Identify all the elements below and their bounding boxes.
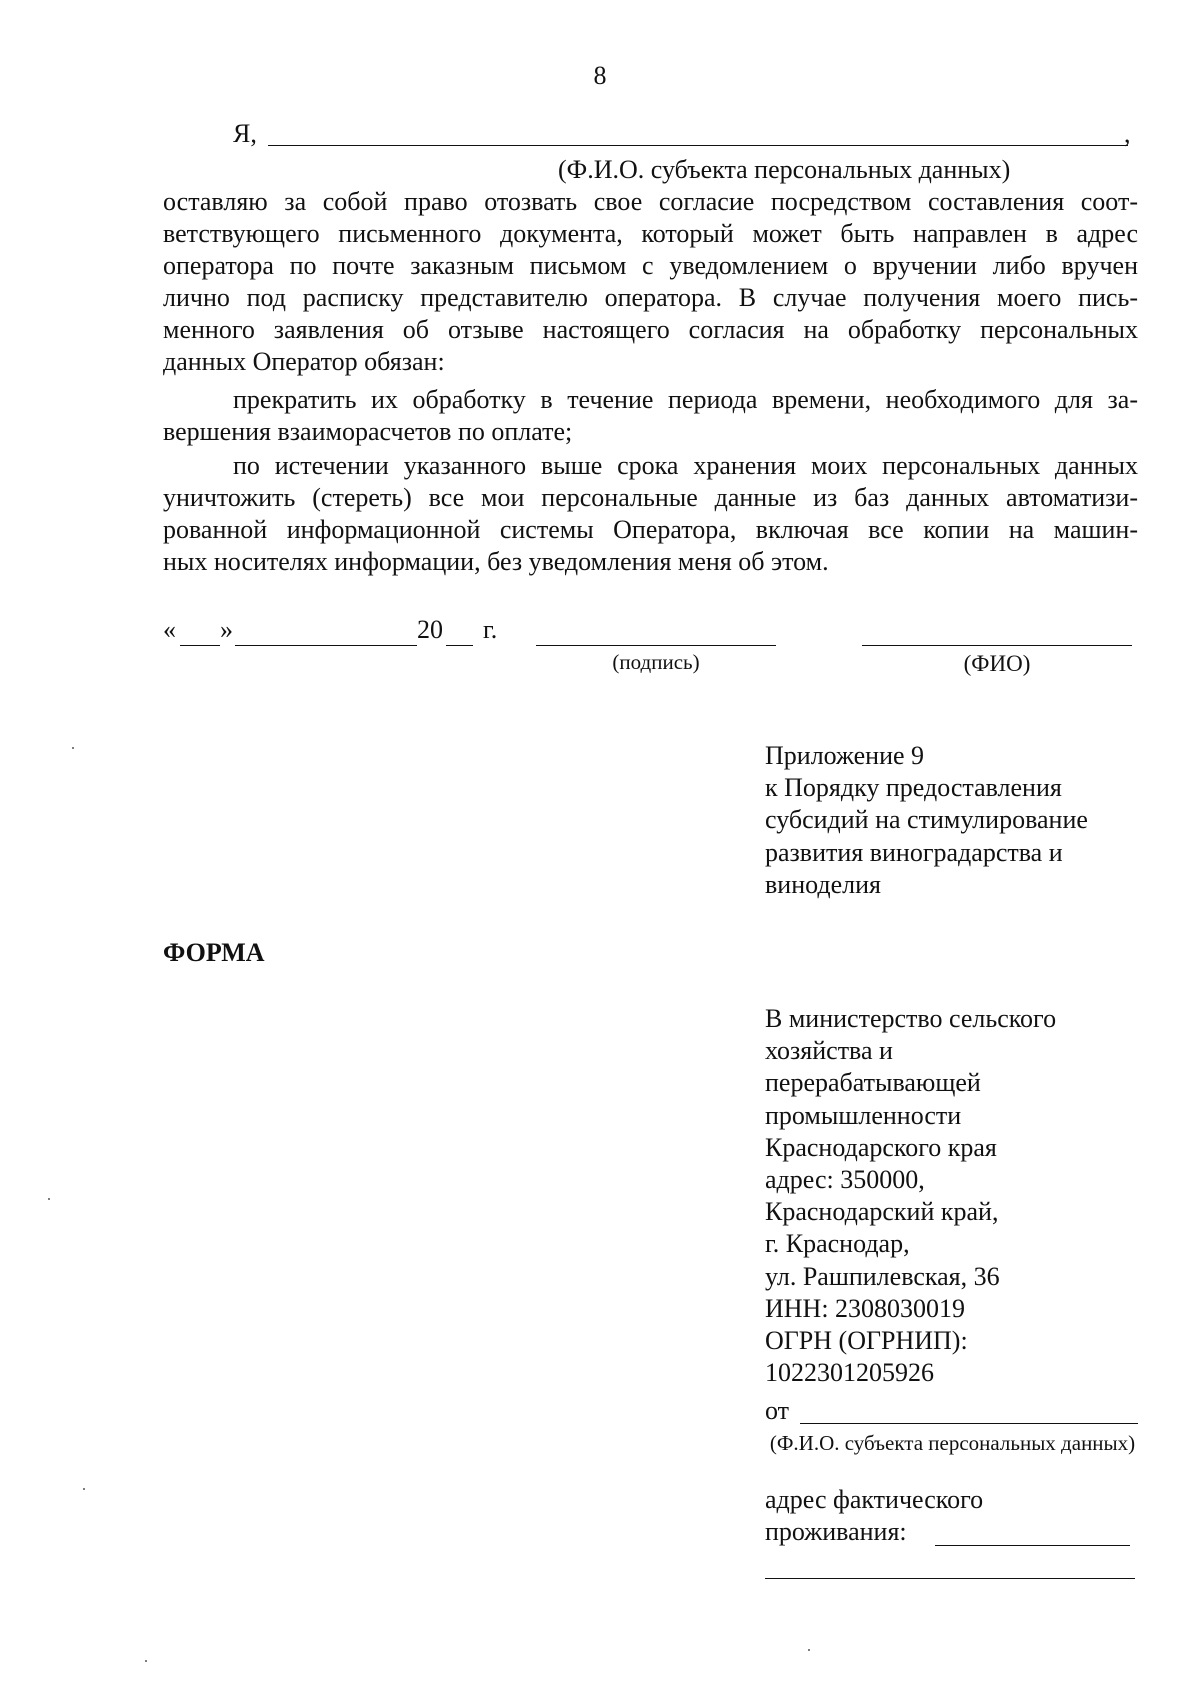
recipient-line: адрес: 350000,	[765, 1164, 925, 1194]
paragraph-line: прекратить их обработку в течение периода времени, необходимого для за-	[233, 385, 1138, 414]
subject-name-fill-line	[268, 145, 1128, 146]
consent-paragraph-stop-processing	[163, 384, 1138, 448]
paragraph-line: вершения взаиморасчетов по оплате;	[163, 417, 573, 446]
paragraph-line: менного заявления об отзыве настоящего согласия на обработку персональных	[163, 315, 1138, 344]
paragraph-line: ветствующего письменного документа, который может быть направлен в адрес	[163, 219, 1138, 248]
form-title: ФОРМА	[163, 938, 265, 967]
date-quote-close: »	[220, 615, 233, 644]
recipient-line: промышленности	[765, 1100, 962, 1130]
scan-speck	[808, 1649, 810, 1651]
scan-speck	[145, 1660, 147, 1662]
date-month-fill-line	[235, 645, 417, 646]
scan-speck	[48, 1198, 50, 1200]
fio-caption: (ФИО)	[963, 651, 1031, 676]
recipient-line: ул. Рашпилевская, 36	[765, 1261, 1000, 1291]
sender-name-caption: (Ф.И.О. субъекта персональных данных)	[769, 1431, 1136, 1455]
date-year-prefix: 20	[417, 615, 443, 644]
recipient-line: ОГРН (ОГРНИП):	[765, 1325, 968, 1355]
consent-ya-comma: ,	[1124, 119, 1131, 148]
scan-speck	[83, 1488, 85, 1490]
recipient-line: Краснодарский край,	[765, 1197, 999, 1227]
paragraph-line: данных Оператор обязан:	[163, 347, 445, 376]
scan-speck	[72, 747, 74, 749]
subject-name-caption: (Ф.И.О. субъекта персональных данных)	[558, 155, 1011, 184]
consent-paragraph-destroy-data	[163, 450, 1138, 578]
date-year-fill-line	[446, 645, 473, 646]
sender-address-label: адрес фактического	[765, 1485, 984, 1514]
appendix-line: развития виноградарства и	[765, 837, 1063, 867]
page-number: 8	[593, 61, 607, 90]
appendix-line: виноделия	[765, 869, 881, 899]
recipient-line: г. Краснодар,	[765, 1229, 910, 1259]
recipient-line: Краснодарского края	[765, 1132, 997, 1162]
paragraph-line: рованной информационной системы Оператора, включая все копии на машин-	[163, 515, 1138, 544]
recipient-line: перерабатывающей	[765, 1068, 981, 1098]
sender-address-fill-line-2	[765, 1578, 1135, 1579]
appendix-line: субсидий на стимулирование	[765, 805, 1088, 835]
paragraph-line: оставляю за собой право отозвать свое согласие посредством составления соот-	[163, 187, 1138, 216]
date-quote-open: «	[163, 615, 176, 644]
recipient-line: ИНН: 2308030019	[765, 1293, 966, 1323]
consent-paragraph-revocation	[163, 186, 1138, 378]
appendix-line: к Порядку предоставления	[765, 773, 1062, 803]
appendix-reference	[765, 740, 1088, 901]
sender-from-label: от	[765, 1396, 790, 1425]
sender-address-fill-line	[935, 1545, 1130, 1546]
sender-name-fill-line	[800, 1423, 1138, 1424]
paragraph-line: оператора по почте заказным письмом с уведомлением о вручении либо вручен	[163, 251, 1138, 280]
signature-caption: (подпись)	[612, 650, 700, 674]
recipient-line: В министерство сельского	[765, 1004, 1057, 1033]
paragraph-line: по истечении указанного выше срока хранения моих персональных данных	[233, 451, 1138, 480]
paragraph-line: ных носителях информации, без уведомления меня об этом.	[163, 547, 829, 576]
consent-ya-label: Я,	[233, 119, 257, 148]
paragraph-line: уничтожить (стереть) все мои персональные данные из баз данных автоматизи-	[163, 483, 1138, 512]
recipient-address-block	[765, 1003, 1056, 1389]
appendix-line: Приложение 9	[765, 741, 925, 770]
recipient-line: хозяйства и	[765, 1036, 893, 1066]
recipient-line: 1022301205926	[765, 1358, 934, 1388]
sender-address-label-cont: проживания:	[765, 1517, 907, 1546]
signature-fill-line	[536, 645, 776, 646]
paragraph-line: лично под расписку представителю оператора. В случае получения моего пись-	[163, 283, 1138, 312]
date-day-fill-line	[180, 645, 220, 646]
fio-fill-line	[862, 645, 1132, 646]
date-year-suffix: г.	[483, 615, 498, 644]
